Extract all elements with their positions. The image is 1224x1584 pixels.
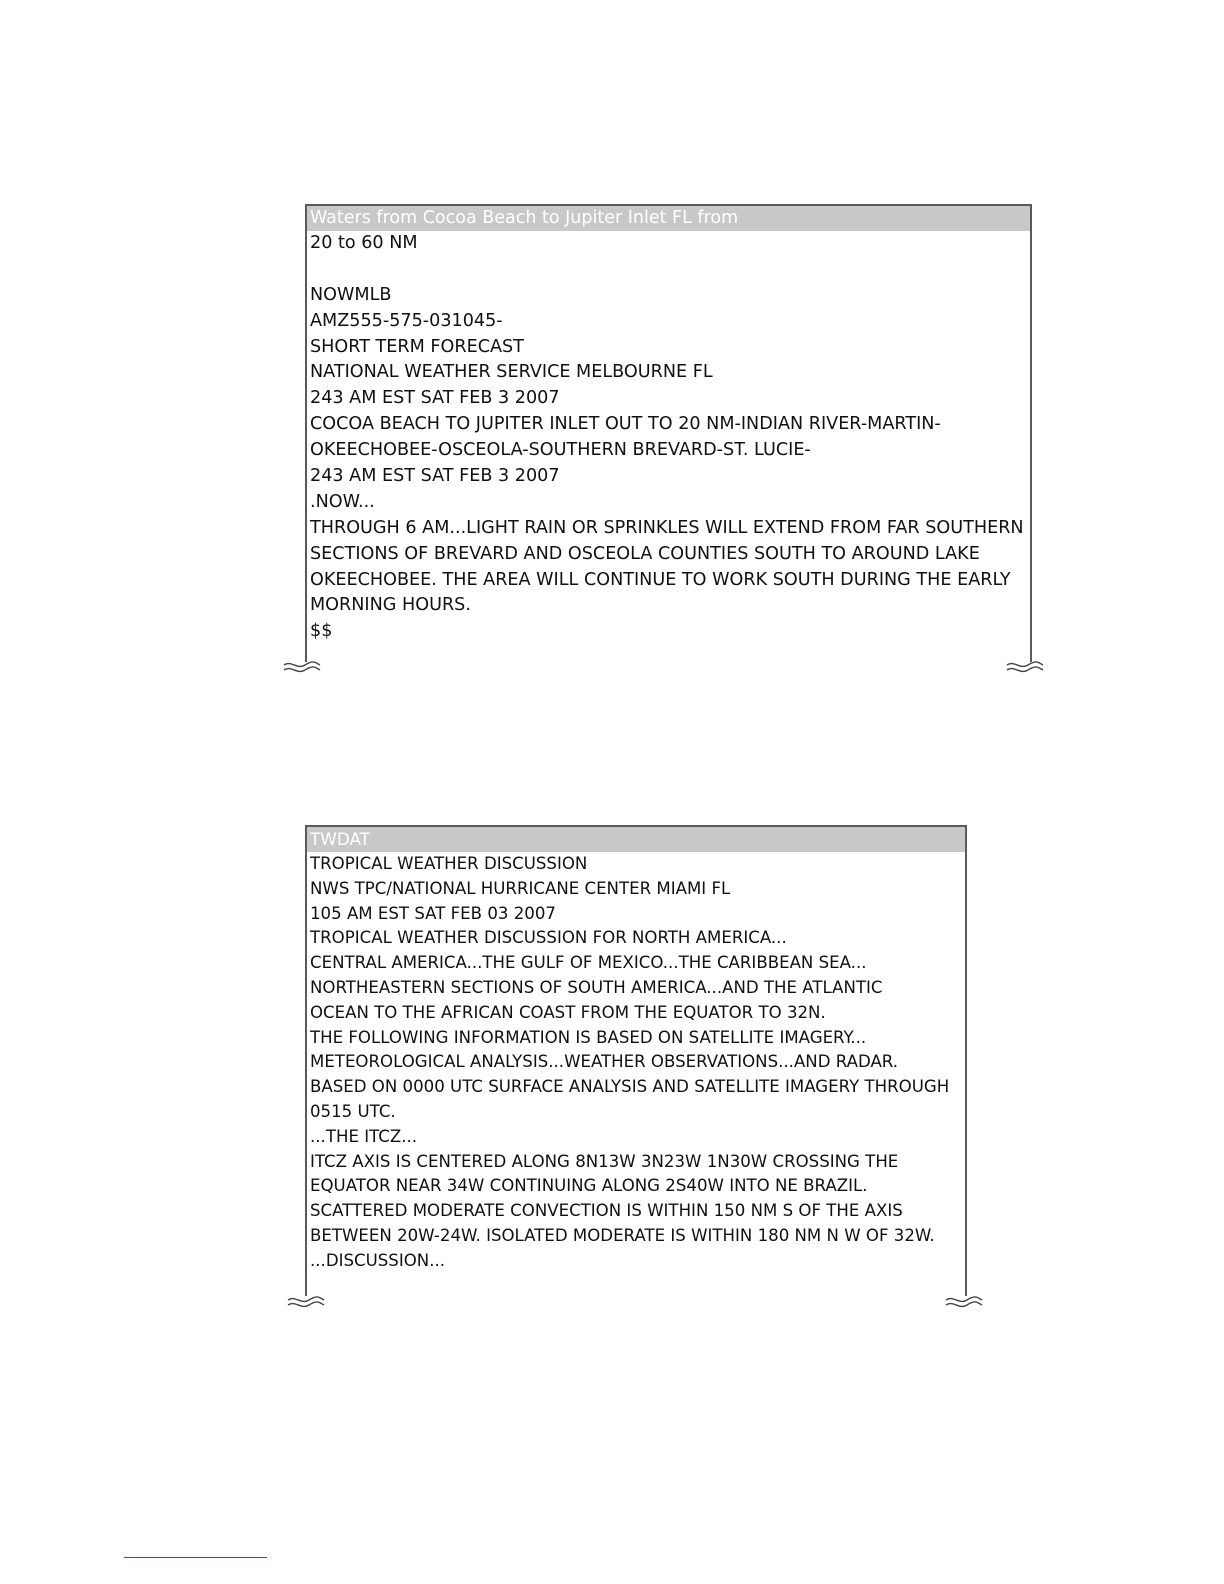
- text-line: SCATTERED MODERATE CONVECTION IS WITHIN 150 NM S OF THE AXIS: [310, 1201, 903, 1221]
- text-line: 20 to 60 NM: [310, 233, 418, 253]
- panel-title-bar: Waters from Cocoa Beach to Jupiter Inlet FL from: [307, 206, 1030, 231]
- text-line: BETWEEN 20W-24W. ISOLATED MODERATE IS WITHIN 180 NM N W OF 32W.: [310, 1225, 935, 1245]
- text-line: METEOROLOGICAL ANALYSIS...WEATHER OBSERVATIONS...AND RADAR.: [310, 1052, 899, 1072]
- text-line: TROPICAL WEATHER DISCUSSION: [310, 854, 588, 873]
- panel-title-bar: TWDAT: [307, 827, 965, 852]
- text-line: COCOA BEACH TO JUPITER INLET OUT TO 20 NM-INDIAN RIVER-MARTIN-: [310, 414, 941, 435]
- text-line: 0515 UTC.: [310, 1101, 396, 1121]
- text-line: NORTHEASTERN SECTIONS OF SOUTH AMERICA...AND THE ATLANTIC: [310, 977, 883, 997]
- text-line: THE FOLLOWING INFORMATION IS BASED ON SATELLITE IMAGERY...: [310, 1027, 867, 1047]
- footnote-divider: [124, 1557, 267, 1558]
- text-line: CENTRAL AMERICA...THE GULF OF MEXICO...THE CARIBBEAN SEA...: [310, 953, 867, 973]
- text-line: .NOW...: [310, 491, 375, 512]
- text-line: MORNING HOURS.: [310, 595, 471, 616]
- text-line: NWS TPC/NATIONAL HURRICANE CENTER MIAMI FL: [310, 878, 731, 898]
- text-line: THROUGH 6 AM...LIGHT RAIN OR SPRINKLES WILL EXTEND FROM FAR SOUTHERN: [310, 517, 1024, 538]
- discussion-text-panel: [305, 825, 967, 1296]
- text-line: AMZ555-575-031045-: [310, 310, 503, 331]
- text-line: EQUATOR NEAR 34W CONTINUING ALONG 2S40W INTO NE BRAZIL.: [310, 1176, 868, 1196]
- text-line: 105 AM EST SAT FEB 03 2007: [310, 903, 556, 923]
- text-line: 243 AM EST SAT FEB 3 2007: [310, 388, 560, 409]
- text-line: ITCZ AXIS IS CENTERED ALONG 8N13W 3N23W 1N30W CROSSING THE: [310, 1151, 899, 1171]
- text-body: [307, 852, 965, 1274]
- text-line: OKEECHOBEE. THE AREA WILL CONTINUE TO WORK SOUTH DURING THE EARLY: [310, 569, 1011, 590]
- text-body: [307, 231, 1030, 645]
- text-line: NATIONAL WEATHER SERVICE MELBOURNE FL: [310, 362, 713, 383]
- text-line: NOWMLB: [310, 284, 392, 305]
- text-line: TROPICAL WEATHER DISCUSSION FOR NORTH AMERICA...: [310, 928, 787, 948]
- text-line: $$: [310, 621, 333, 642]
- text-line: OKEECHOBEE-OSCEOLA-SOUTHERN BREVARD-ST. LUCIE-: [310, 440, 811, 461]
- text-line: 243 AM EST SAT FEB 3 2007: [310, 466, 560, 487]
- text-line: OCEAN TO THE AFRICAN COAST FROM THE EQUATOR TO 32N.: [310, 1002, 826, 1022]
- break-mark-icon: [1006, 659, 1044, 677]
- text-line: ...DISCUSSION...: [310, 1250, 446, 1270]
- text-line: ...THE ITCZ...: [310, 1126, 418, 1146]
- break-mark-icon: [945, 1294, 983, 1312]
- forecast-text-panel: [305, 204, 1032, 662]
- text-line: SHORT TERM FORECAST: [310, 336, 524, 357]
- break-mark-icon: [287, 1294, 325, 1312]
- break-mark-icon: [283, 659, 321, 677]
- text-line: [307, 257, 1030, 283]
- text-line: BASED ON 0000 UTC SURFACE ANALYSIS AND SATELLITE IMAGERY THROUGH: [310, 1077, 950, 1097]
- text-line: SECTIONS OF BREVARD AND OSCEOLA COUNTIES SOUTH TO AROUND LAKE: [310, 543, 980, 564]
